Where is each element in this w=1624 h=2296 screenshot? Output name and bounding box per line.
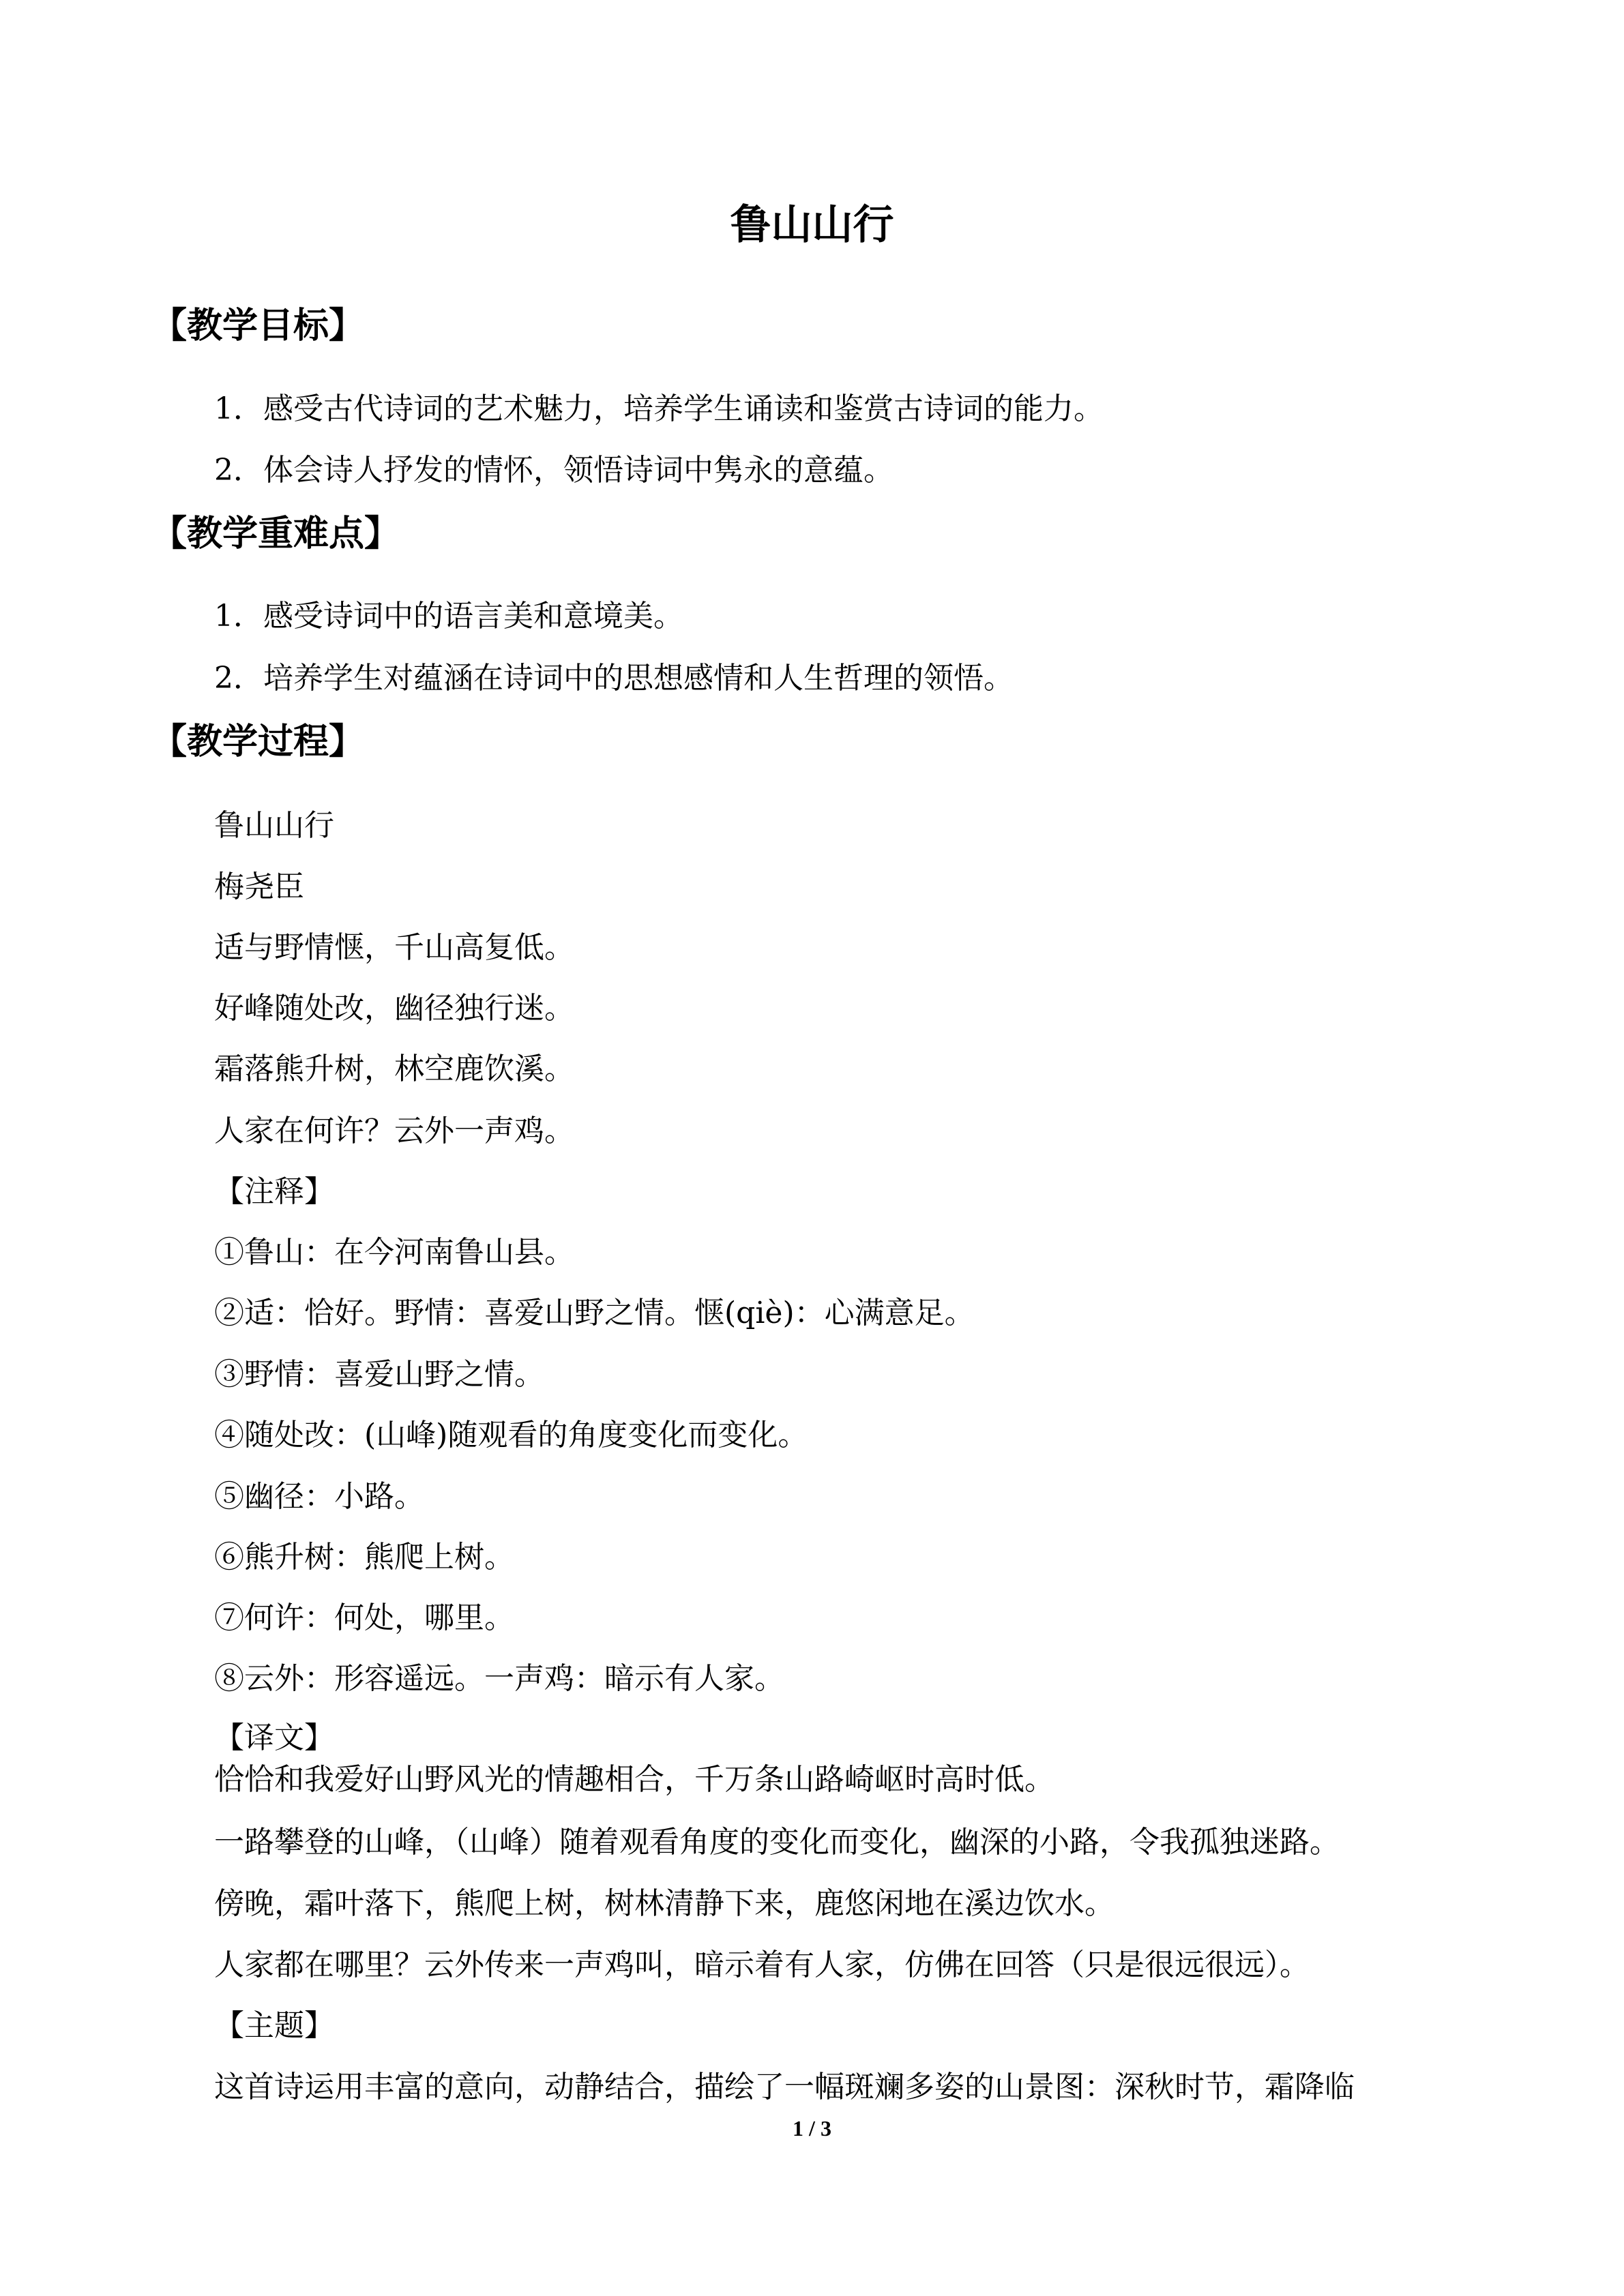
- translation-line: 人家都在哪里？云外传来一声鸡叫，暗示着有人家，仿佛在回答（只是很远很远）。: [214, 1948, 1310, 1982]
- note-item: ①鲁山：在今河南鲁山县。: [214, 1235, 574, 1270]
- objective-item: 2．体会诗人抒发的情怀，领悟诗词中隽永的意蕴。: [214, 453, 894, 488]
- translation-line: 傍晚，霜叶落下，熊爬上树，树林清静下来，鹿悠闲地在溪边饮水。: [214, 1886, 1114, 1921]
- translation-line: 一路攀登的山峰，（山峰）随着观看角度的变化而变化，幽深的小路，令我孤独迷路。: [214, 1825, 1340, 1860]
- page-number: 1 / 3: [793, 2116, 831, 2141]
- key-point-item: 1．感受诗词中的语言美和意境美。: [214, 599, 683, 633]
- section-heading-key-points: 【教学重难点】: [151, 513, 400, 554]
- theme-heading: 【主题】: [214, 2008, 334, 2043]
- poem-line: 好峰随处改，幽径独行迷。: [214, 991, 574, 1026]
- translation-heading: 【译文】: [214, 1720, 334, 1755]
- poem-line: 霜落熊升树，林空鹿饮溪。: [214, 1052, 574, 1086]
- section-heading-objectives: 【教学目标】: [151, 305, 365, 346]
- objective-item: 1．感受古代诗词的艺术魅力，培养学生诵读和鉴赏古诗词的能力。: [214, 391, 1104, 426]
- poem-line: 人家在何许？云外一声鸡。: [214, 1114, 574, 1148]
- page-title: 鲁山山行: [730, 201, 894, 249]
- key-point-item: 2．培养学生对蕴涵在诗词中的思想感情和人生哲理的领悟。: [214, 661, 1014, 696]
- poem-line: 适与野情惬，千山高复低。: [214, 930, 574, 965]
- poem-title: 鲁山山行: [214, 808, 334, 843]
- poem-author: 梅尧臣: [214, 869, 304, 904]
- note-item: ⑧云外：形容遥远。一声鸡：暗示有人家。: [214, 1661, 784, 1696]
- notes-heading: 【注释】: [214, 1174, 334, 1209]
- note-item: ③野情：喜爱山野之情。: [214, 1357, 544, 1392]
- translation-line: 恰恰和我爱好山野风光的情趣相合，千万条山路崎岖时高时低。: [214, 1762, 1054, 1797]
- note-item: ⑤幽径：小路。: [214, 1479, 424, 1514]
- note-item: ⑥熊升树：熊爬上树。: [214, 1540, 514, 1575]
- theme-line: 这首诗运用丰富的意向，动静结合，描绘了一幅斑斓多姿的山景图：深秋时节，霜降临: [214, 2070, 1355, 2104]
- section-heading-process: 【教学过程】: [151, 721, 365, 762]
- note-item: ⑦何许：何处，哪里。: [214, 1600, 514, 1635]
- note-item: ④随处改：(山峰)随观看的角度变化而变化。: [214, 1418, 808, 1452]
- note-item: ②适：恰好。野情：喜爱山野之情。惬(qiè)：心满意足。: [214, 1296, 975, 1330]
